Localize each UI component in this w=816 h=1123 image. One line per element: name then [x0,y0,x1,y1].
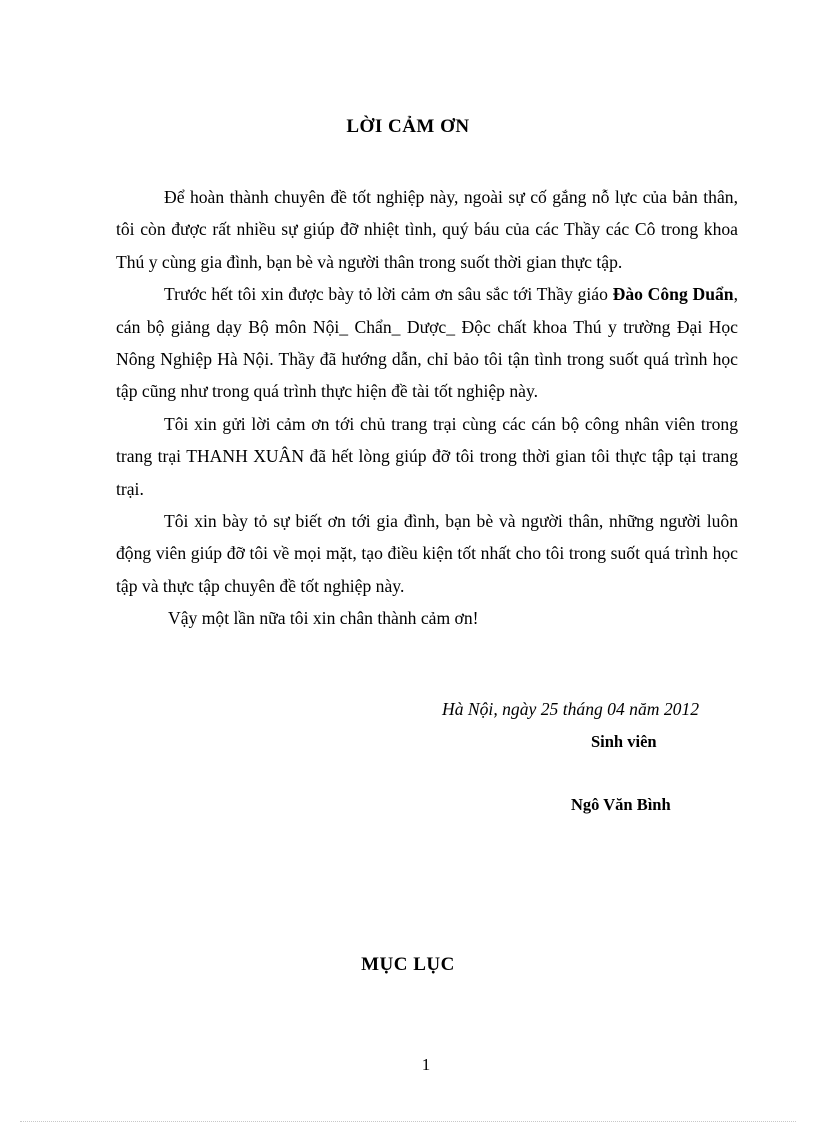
paragraph-3 [116,408,738,505]
paragraph-4 [116,505,738,602]
closing-line: Vậy một lần nữa tôi xin chân thành cảm ơn! [168,608,479,629]
paragraph-4-text: Tôi xin bày tỏ sự biết ơn tới gia đình, bạn bè và người thân, những người luôn động viên giúp đỡ tôi về mọi mặt, tạo điều kiện tốt nhất cho tôi trong suốt quá trình học tập và thực tập chuyên đề tốt nghiệp này. [116,511,738,596]
paragraph-1 [116,181,738,278]
paragraph-1-text: Để hoàn thành chuyên đề tốt nghiệp này, ngoài sự cố gắng nỗ lực của bản thân, tôi còn được rất nhiều sự giúp đỡ nhiệt tình, quý báu của các Thầy các Cô trong khoa Thú y cùng gia đình, bạn bè và người thân trong suốt thời gian thực tập. [116,187,738,272]
date-line: Hà Nội, ngày 25 tháng 04 năm 2012 [442,699,700,719]
paragraph-2 [116,278,738,408]
paragraph-2-text-end: , cán bộ giảng dạy Bộ môn Nội_ Chẩn_ Dược_ Độc chất khoa Thú y trường Đại Học Nông Nghiệp Hà Nội. Thầy đã hướng dẫn, chỉ bảo tôi tận tình trong suốt quá trình học tập cũng như trong quá trình thực hiện đề tài tốt nghiệp này. [116,284,738,402]
acknowledgement-body [116,181,738,635]
paragraph-2-text-start: Trước hết tôi xin được bày tỏ lời cảm ơn sâu sắc tới Thầy giáo [164,284,613,305]
page-number: 1 [421,1055,431,1074]
signature-name: Ngô Văn Bình [571,795,671,814]
table-of-contents-title: MỤC LỤC [361,954,455,975]
paragraph-3-text: Tôi xin gửi lời cảm ơn tới chủ trang trại cùng các cán bộ công nhân viên trong trang trại THANH XUÂN đã hết lòng giúp đỡ tôi trong thời gian tôi thực tập tại trang trại. [116,413,738,499]
acknowledgement-title: LỜI CẢM ƠN [346,116,470,137]
advisor-name: Đào Công Duẩn [612,284,734,305]
signature-role: Sinh viên [591,732,657,751]
page-break-divider [20,1121,796,1122]
